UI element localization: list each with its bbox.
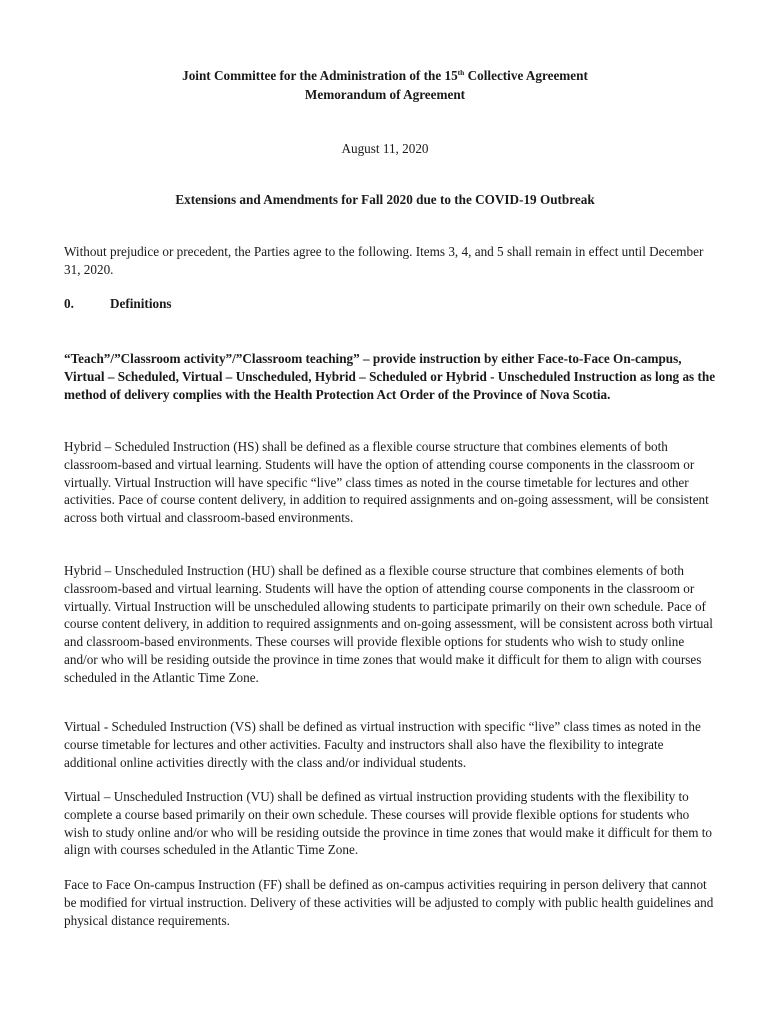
memorandum-title: Memorandum of Agreement [304, 87, 466, 102]
ordinal-suffix: th [457, 68, 465, 77]
definition-hybrid-scheduled: Hybrid – Scheduled Instruction (HS) shall be defined as a flexible course structure that combines elements of both classroom-based and virtual learning. Students will have the option of attending course components in the classroom or virtually. Virtual Instruction will have specific “live” class times as noted in the course timetable for lectures and other activities. Pace of course content delivery, in addition to required assignments and on-going assessment, will be consistent across both virtual and classroom-based environments. [64, 439, 709, 526]
definition-virtual-scheduled: Virtual - Scheduled Instruction (VS) shall be defined as virtual instruction with specific “live” class times as noted in the course timetable for lectures and other activities. Faculty and instructors shall also have the flexibility to integrate additional online activities directly with the class and/or individual students. [64, 719, 701, 770]
definition-virtual-unscheduled: Virtual – Unscheduled Instruction (VU) shall be defined as virtual instruction providing students with the flexibility to complete a course based primarily on their own schedule. These courses will provide flexible options for students who wish to study online and/or who will be residing outside the province in time zones that would make it difficult for them to align with courses scheduled in the Atlantic Time Zone. [64, 789, 713, 858]
definition-face-to-face: Face to Face On-campus Instruction (FF) shall be defined as on-campus activities requiring in person delivery that cannot be modified for virtual instruction. Delivery of these activities will be adjusted to comply with public health guidelines and physical distance requirements. [64, 877, 714, 928]
intro-paragraph: Without prejudice or precedent, the Parties agree to the following. Items 3, 4, and 5 shall remain in effect until December 31, 2020. [64, 244, 704, 277]
section-title: Definitions [110, 296, 172, 311]
definition-hybrid-unscheduled: Hybrid – Unscheduled Instruction (HU) shall be defined as a flexible course structure that combines elements of both classroom-based and virtual learning. Students will have the option of attending course components in the classroom or virtually. Virtual Instruction will be unscheduled allowing students to participate primarily on their own schedule. Pace of course content delivery, in addition to required assignments and on-going assessment, will be consistent across both virtual and classroom-based environments. These courses will provide flexible options for students who wish to study online and/or who will be residing outside the province in time zones that would make it difficult for them to align with courses scheduled in the Atlantic Time Zone. [64, 563, 713, 685]
committee-title-prefix: Joint Committee for the Administration of the 15 [182, 68, 458, 83]
section-heading [64, 296, 172, 312]
teach-definition: “Teach”/”Classroom activity”/”Classroom teaching” – provide instruction by either Face-to-Face On-campus, Virtual – Scheduled, Virtual – Unscheduled, Hybrid – Scheduled or Hybrid - Unscheduled Instruction as long as the method of delivery complies with the Health Protection Act Order of the Province of Nova Scotia. [64, 351, 716, 402]
document-heading: Extensions and Amendments for Fall 2020 due to the COVID-19 Outbreak [175, 192, 595, 207]
committee-title [0, 68, 770, 84]
committee-title-suffix: Collective Agreement [464, 68, 588, 83]
section-number: 0. [64, 296, 74, 311]
document-date: August 11, 2020 [341, 141, 429, 156]
